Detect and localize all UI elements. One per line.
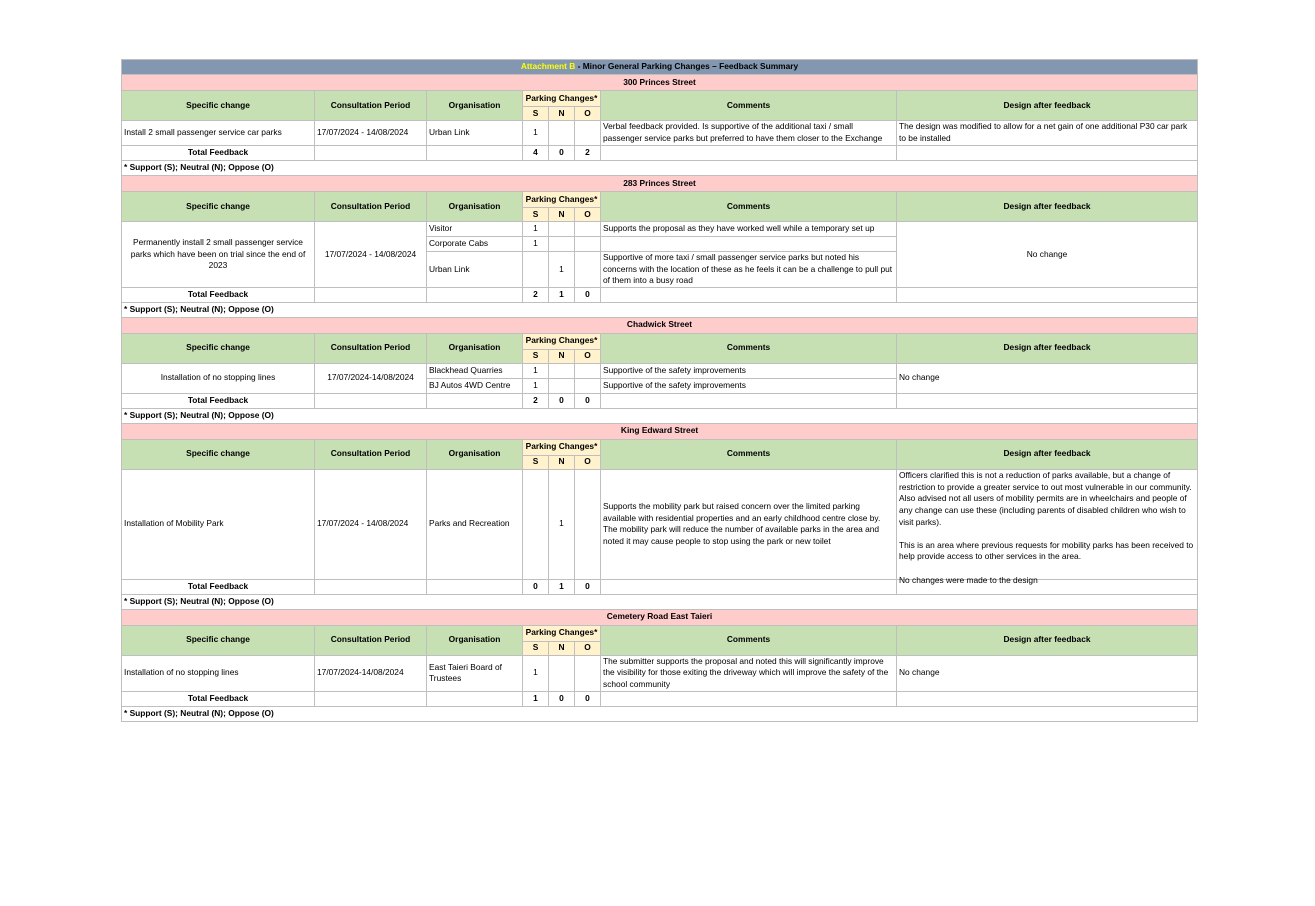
total-s: 2 (523, 393, 549, 408)
total-n: 0 (549, 146, 575, 161)
neutral-cell (549, 378, 575, 393)
organisation-cell: Corporate Cabs (427, 237, 523, 252)
specific-change-cell: Installation of Mobility Park (122, 469, 315, 579)
total-row (122, 146, 1198, 161)
total-s: 4 (523, 146, 549, 161)
header-organisation: Organisation (427, 91, 523, 121)
oppose-cell (575, 655, 601, 691)
oppose-cell (575, 363, 601, 378)
specific-change-cell: Installation of no stopping lines (122, 655, 315, 691)
comment-cell: Supportive of the safety improvements (601, 363, 897, 378)
page-title (122, 60, 1198, 75)
total-label: Total Feedback (122, 146, 315, 161)
header-design: Design after feedback (897, 91, 1198, 121)
section-header (122, 609, 1198, 625)
header-n: N (549, 455, 575, 469)
total-n: 1 (549, 579, 575, 594)
street-name: Chadwick Street (122, 317, 1198, 333)
street-name: King Edward Street (122, 423, 1198, 439)
section-header (122, 75, 1198, 91)
comment-cell: Supports the mobility park but raised concern over the limited parking available with residential properties and an early childhood centre close by. The mobility park will reduce the number of available parks in the area and noted it may cause people to stop using the park or new toilet (601, 469, 897, 579)
header-parking-changes: Parking Changes* (523, 625, 601, 641)
support-cell: 1 (523, 121, 549, 146)
legend-text: * Support (S); Neutral (N); Oppose (O) (122, 161, 1198, 176)
header-comments: Comments (601, 333, 897, 363)
support-cell (523, 252, 549, 288)
total-o: 2 (575, 146, 601, 161)
total-o: 0 (575, 287, 601, 302)
header-specific-change: Specific change (122, 192, 315, 222)
header-comments: Comments (601, 439, 897, 469)
oppose-cell (575, 469, 601, 579)
header-o: O (575, 107, 601, 121)
header-organisation: Organisation (427, 439, 523, 469)
organisation-cell: East Taieri Board of Trustees (427, 655, 523, 691)
neutral-cell: 1 (549, 469, 575, 579)
header-parking-changes: Parking Changes* (523, 91, 601, 107)
section-header (122, 176, 1198, 192)
title-row (122, 60, 1198, 75)
total-s: 1 (523, 691, 549, 706)
section-header (122, 317, 1198, 333)
header-comments: Comments (601, 625, 897, 655)
total-row (122, 691, 1198, 706)
header-o: O (575, 455, 601, 469)
header-consultation-period: Consultation Period (315, 333, 427, 363)
header-specific-change: Specific change (122, 333, 315, 363)
design-cell: No change (897, 222, 1198, 288)
header-parking-changes: Parking Changes* (523, 439, 601, 455)
header-organisation: Organisation (427, 192, 523, 222)
header-design: Design after feedback (897, 439, 1198, 469)
specific-change-cell: Installation of no stopping lines (122, 363, 315, 393)
header-consultation-period: Consultation Period (315, 91, 427, 121)
neutral-cell (549, 237, 575, 252)
header-s: S (523, 641, 549, 655)
comment-cell: Supports the proposal as they have worked well while a temporary set up (601, 222, 897, 237)
header-consultation-period: Consultation Period (315, 625, 427, 655)
design-cell: The design was modified to allow for a net gain of one additional P30 car park to be installed (897, 121, 1198, 146)
comment-cell (601, 237, 897, 252)
header-comments: Comments (601, 192, 897, 222)
oppose-cell (575, 237, 601, 252)
neutral-cell (549, 363, 575, 378)
total-o: 0 (575, 393, 601, 408)
comment-cell: Verbal feedback provided. Is supportive of the additional taxi / small passenger service parks but preferred to have them closer to the Exchange (601, 121, 897, 146)
column-header-row (122, 91, 1198, 107)
total-n: 1 (549, 287, 575, 302)
comment-cell: Supportive of the safety improvements (601, 378, 897, 393)
total-row (122, 287, 1198, 302)
header-parking-changes: Parking Changes* (523, 192, 601, 208)
support-cell: 1 (523, 378, 549, 393)
header-specific-change: Specific change (122, 625, 315, 655)
comment-cell: The submitter supports the proposal and noted this will significantly improve the visibility for those exiting the driveway which will improve the safety of the school community (601, 655, 897, 691)
support-cell: 1 (523, 237, 549, 252)
design-paragraph: This is an area where previous requests for mobility parks has been received to help provide access to other services in the area. (899, 539, 1194, 562)
header-organisation: Organisation (427, 625, 523, 655)
organisation-cell: Urban Link (427, 121, 523, 146)
neutral-cell (549, 121, 575, 146)
design-paragraph: No changes were made to the design (899, 574, 1038, 585)
column-header-row (122, 625, 1198, 641)
header-specific-change: Specific change (122, 91, 315, 121)
total-n: 0 (549, 393, 575, 408)
oppose-cell (575, 252, 601, 288)
support-cell: 1 (523, 222, 549, 237)
header-s: S (523, 455, 549, 469)
support-cell (523, 469, 549, 579)
total-label: Total Feedback (122, 393, 315, 408)
neutral-cell (549, 655, 575, 691)
organisation-cell: Urban Link (427, 252, 523, 288)
total-label: Total Feedback (122, 287, 315, 302)
specific-change-cell: Permanently install 2 small passenger service parks which have been on trial since the end of 2023 (122, 222, 315, 288)
street-name: Cemetery Road East Taieri (122, 609, 1198, 625)
header-n: N (549, 349, 575, 363)
section-header (122, 423, 1198, 439)
period-cell: 17/07/2024 - 14/08/2024 (315, 222, 427, 288)
header-o: O (575, 641, 601, 655)
oppose-cell (575, 222, 601, 237)
header-s: S (523, 349, 549, 363)
header-consultation-period: Consultation Period (315, 439, 427, 469)
total-s: 0 (523, 579, 549, 594)
header-parking-changes: Parking Changes* (523, 333, 601, 349)
street-name: 283 Princes Street (122, 176, 1198, 192)
neutral-cell: 1 (549, 252, 575, 288)
total-o: 0 (575, 579, 601, 594)
header-design: Design after feedback (897, 333, 1198, 363)
header-design: Design after feedback (897, 192, 1198, 222)
legend-row (122, 706, 1198, 721)
total-o: 0 (575, 691, 601, 706)
legend-text: * Support (S); Neutral (N); Oppose (O) (122, 302, 1198, 317)
support-cell: 1 (523, 655, 549, 691)
header-n: N (549, 641, 575, 655)
header-organisation: Organisation (427, 333, 523, 363)
organisation-cell: Blackhead Quarries (427, 363, 523, 378)
legend-text: * Support (S); Neutral (N); Oppose (O) (122, 706, 1198, 721)
table-row (122, 363, 1198, 378)
legend-text: * Support (S); Neutral (N); Oppose (O) (122, 594, 1198, 609)
period-cell: 17/07/2024 - 14/08/2024 (315, 469, 427, 579)
period-cell: 17/07/2024-14/08/2024 (315, 363, 427, 393)
header-s: S (523, 107, 549, 121)
design-cell: No change (897, 655, 1198, 691)
design-paragraph: Officers clarified this is not a reduction of parks available, but a change of restriction to provide a greater service to out most vulnerable in our community. Also advised not all users of mobility permits are in wheelchairs and people of any change can use these (including parents of disabled children who wish to visit parks). (899, 470, 1192, 527)
street-name: 300 Princes Street (122, 75, 1198, 91)
title-text: - Minor General Parking Changes – Feedback Summary (575, 61, 799, 72)
header-n: N (549, 107, 575, 121)
feedback-summary-table (121, 59, 1198, 722)
period-cell: 17/07/2024-14/08/2024 (315, 655, 427, 691)
total-n: 0 (549, 691, 575, 706)
period-cell: 17/07/2024 - 14/08/2024 (315, 121, 427, 146)
specific-change-cell: Install 2 small passenger service car parks (122, 121, 315, 146)
header-consultation-period: Consultation Period (315, 192, 427, 222)
design-cell (897, 469, 1198, 585)
table-row (122, 121, 1198, 146)
table-row (122, 469, 1198, 579)
table-row (122, 222, 1198, 237)
organisation-cell: Visitor (427, 222, 523, 237)
neutral-cell (549, 222, 575, 237)
organisation-cell: Parks and Recreation (427, 469, 523, 579)
attachment-label: Attachment B (520, 61, 576, 72)
design-cell: No change (897, 363, 1198, 393)
header-o: O (575, 208, 601, 222)
column-header-row (122, 439, 1198, 455)
legend-row (122, 302, 1198, 317)
support-cell: 1 (523, 363, 549, 378)
total-s: 2 (523, 287, 549, 302)
header-design: Design after feedback (897, 625, 1198, 655)
total-label: Total Feedback (122, 579, 315, 594)
table-row (122, 655, 1198, 691)
legend-row (122, 408, 1198, 423)
legend-text: * Support (S); Neutral (N); Oppose (O) (122, 408, 1198, 423)
column-header-row (122, 192, 1198, 208)
oppose-cell (575, 378, 601, 393)
column-header-row (122, 333, 1198, 349)
header-n: N (549, 208, 575, 222)
total-label: Total Feedback (122, 691, 315, 706)
legend-row (122, 161, 1198, 176)
header-o: O (575, 349, 601, 363)
header-specific-change: Specific change (122, 439, 315, 469)
legend-row (122, 594, 1198, 609)
oppose-cell (575, 121, 601, 146)
header-s: S (523, 208, 549, 222)
comment-cell: Supportive of more taxi / small passenger service parks but noted his concerns with the location of these as he feels it can be a challenge to pull put of them into a busy road (601, 252, 897, 288)
organisation-cell: BJ Autos 4WD Centre (427, 378, 523, 393)
header-comments: Comments (601, 91, 897, 121)
total-row (122, 393, 1198, 408)
